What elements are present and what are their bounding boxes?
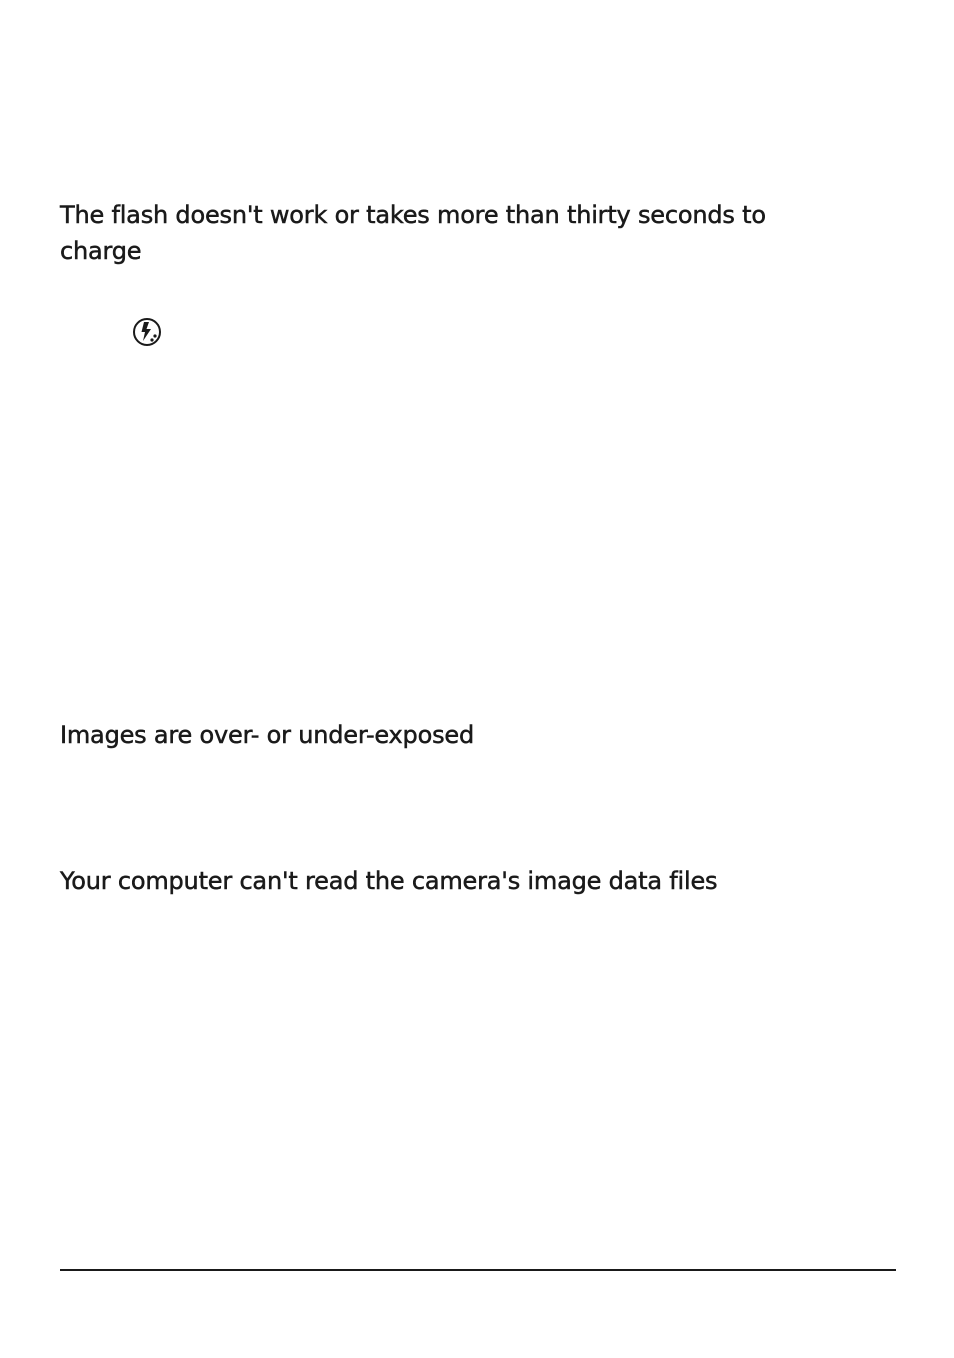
section-heading-exposure: Images are over- or under-exposed	[60, 721, 474, 749]
footer-divider	[60, 1269, 896, 1271]
section-heading-computer-files: Your computer can't read the camera's image data files	[60, 867, 718, 895]
flash-off-icon	[131, 316, 163, 348]
section-heading-flash: The flash doesn't work or takes more than thirty seconds to charge	[60, 201, 766, 265]
